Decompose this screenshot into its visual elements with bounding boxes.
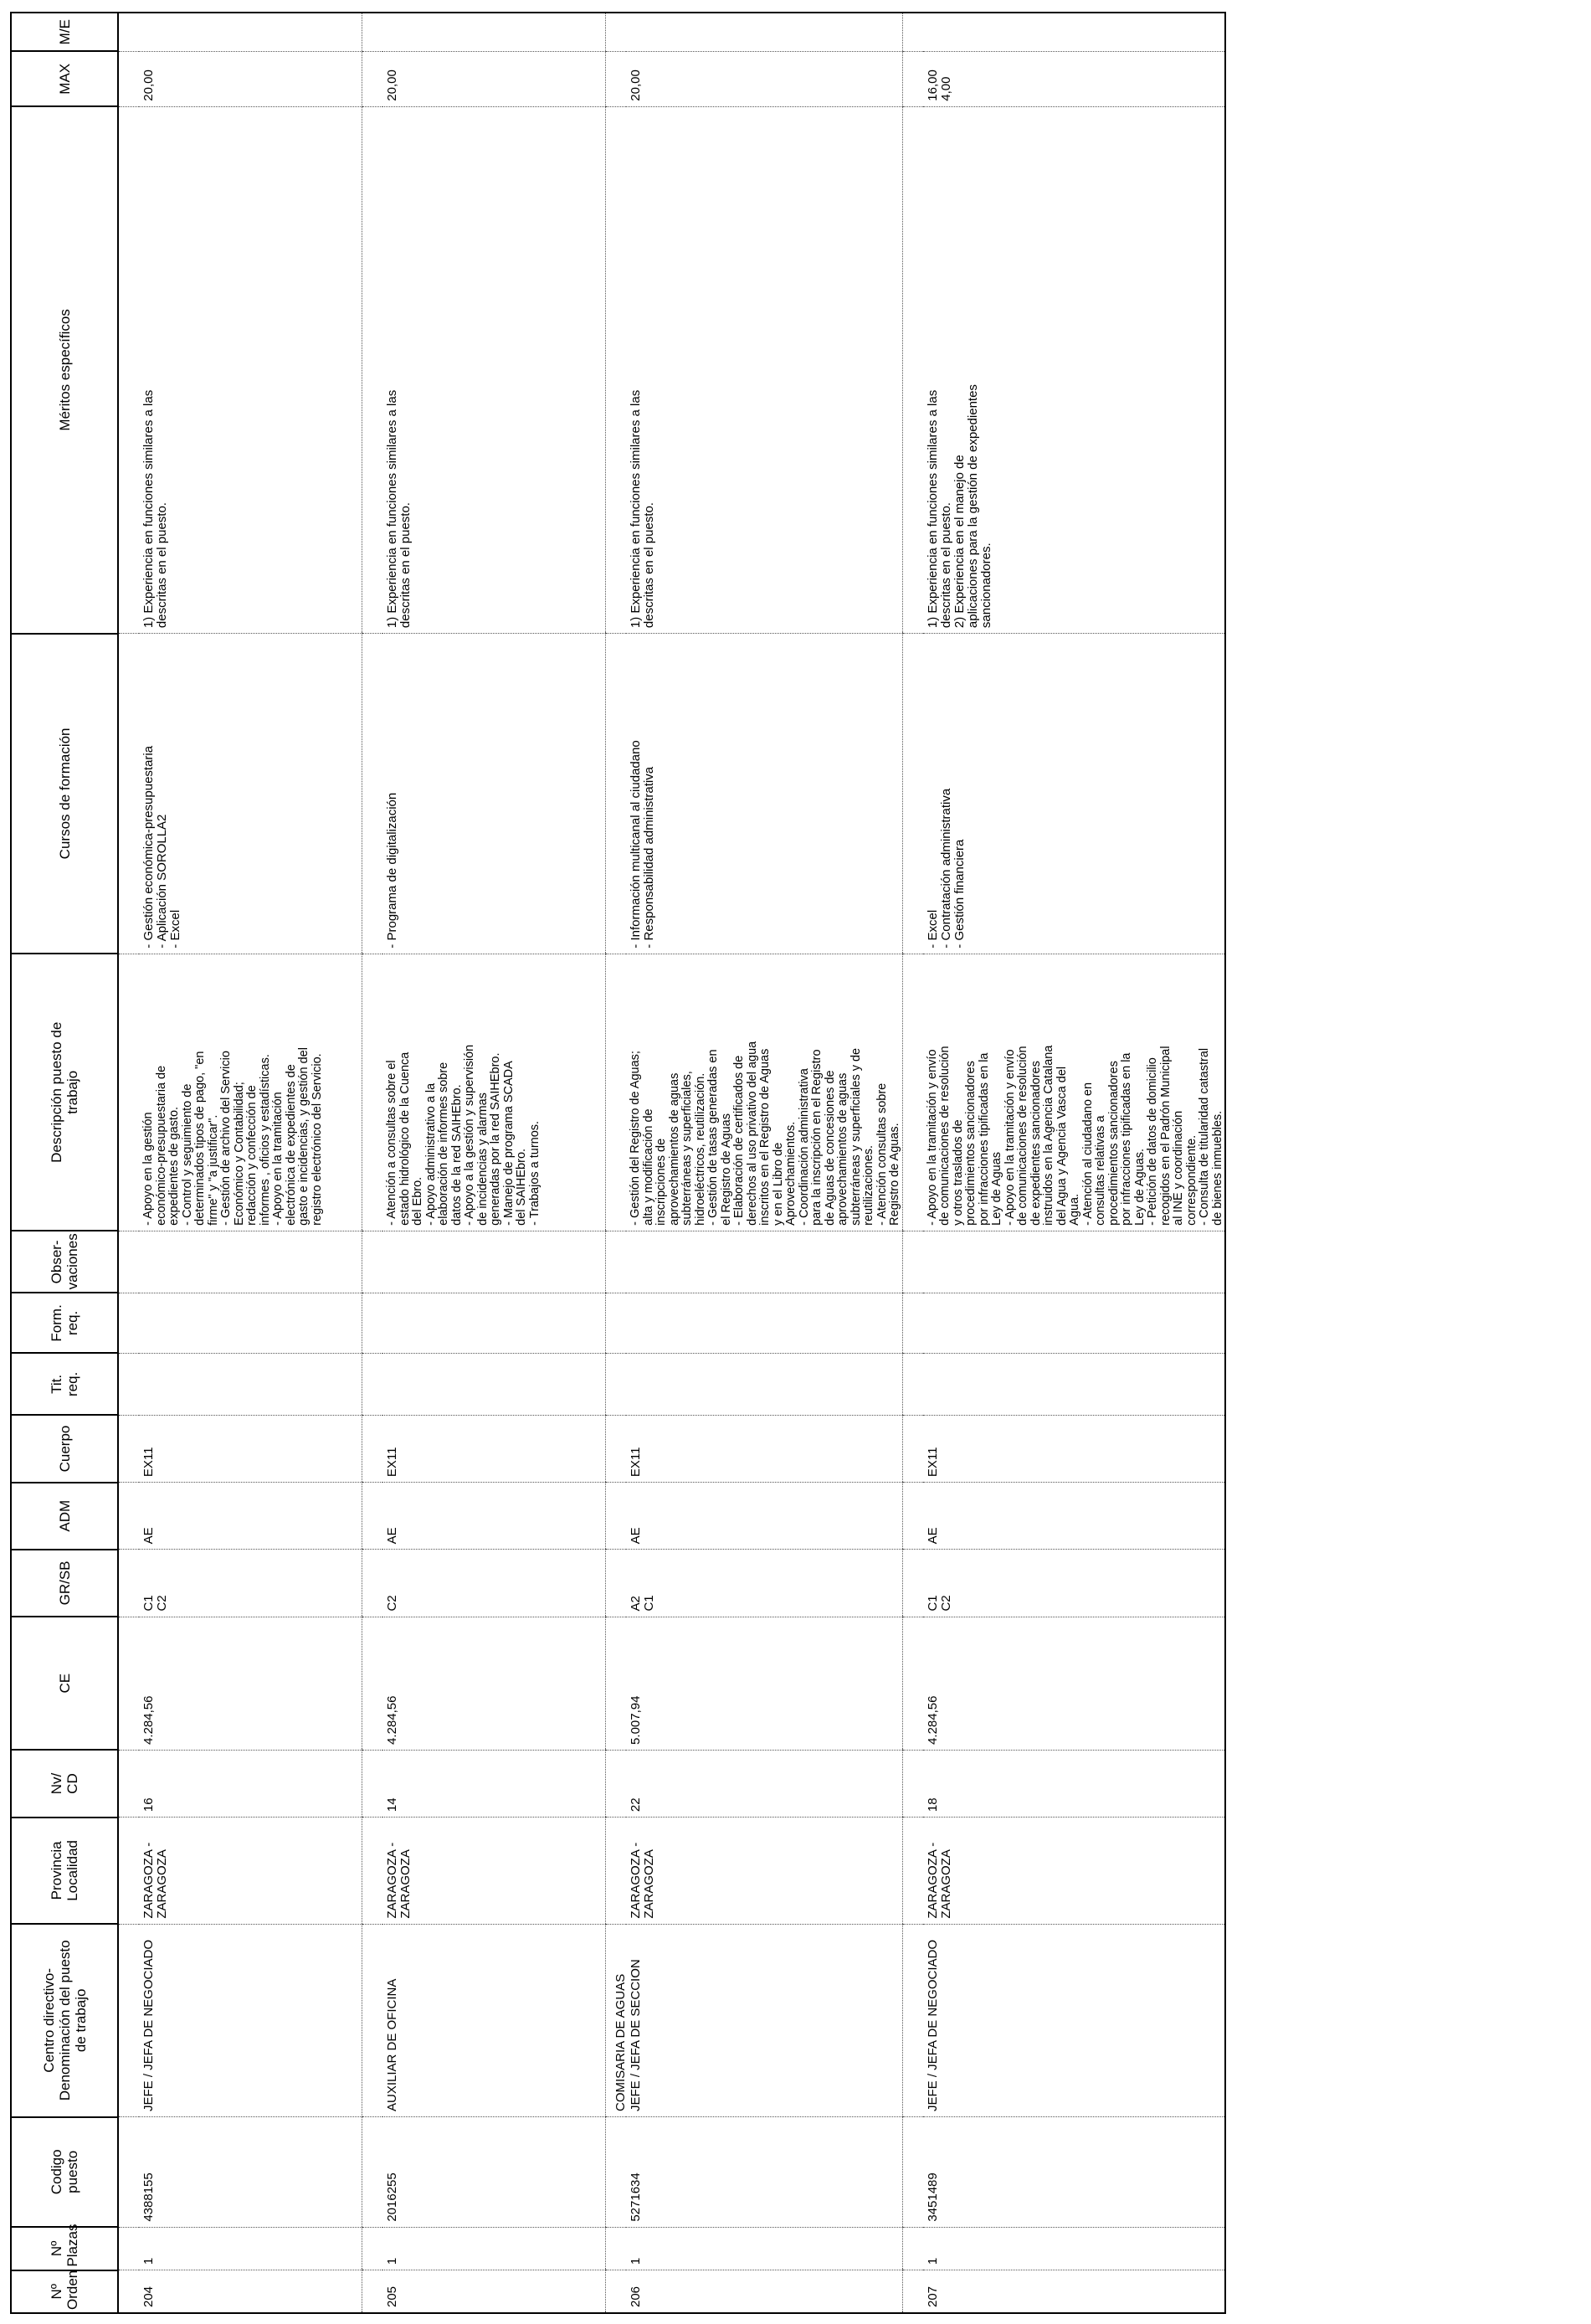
nivel-value: 18: [925, 1797, 940, 1812]
cell-adm: [139, 1483, 362, 1550]
spacer-cell: [118, 13, 139, 51]
spacer-cell: [362, 954, 383, 1231]
plazas-value: 1: [141, 2257, 156, 2265]
ce-value: 4.284,56: [925, 1695, 940, 1745]
spacer-cell: [902, 2270, 923, 2313]
spacer-cell: [902, 954, 923, 1231]
spacer-cell: [118, 1818, 139, 1925]
cell-codigo: [923, 2117, 1226, 2228]
spacer-cell: [606, 51, 627, 106]
cell-cuerpo: [923, 1415, 1226, 1482]
spacer-cell: [362, 13, 383, 51]
max-value: 20,00: [141, 69, 156, 101]
spacer-cell: [606, 634, 627, 954]
spacer-cell: [118, 1415, 139, 1482]
cell-meritos: [382, 106, 606, 633]
spacer-cell: [902, 1750, 923, 1817]
cell-titulacion: [382, 1353, 606, 1415]
spacer-cell: [118, 1231, 139, 1293]
spacer-cell: [118, 1293, 139, 1353]
cell-formacion: [382, 1293, 606, 1353]
spacer-cell: [606, 1353, 627, 1415]
cell-provincia: [382, 1818, 606, 1925]
provincia-value: ZARAGOZA - ZARAGOZA: [141, 1842, 169, 1919]
cell-titulacion: [923, 1353, 1226, 1415]
spacer-cell: [118, 954, 139, 1231]
spacer-cell: [902, 1818, 923, 1925]
cell-descripcion: [382, 954, 606, 1231]
spacer-cell: [606, 1231, 627, 1293]
cell-provincia: [923, 1818, 1226, 1925]
spacer-cell: [362, 106, 383, 633]
spacer-cell: [902, 1617, 923, 1750]
cell-formacion: [626, 1293, 902, 1353]
spacer-cell: [902, 2227, 923, 2270]
spacer-cell: [902, 51, 923, 106]
row-separator: [118, 13, 139, 2313]
spacer-cell: [362, 1415, 383, 1482]
cuerpo-value: EX11: [385, 1447, 399, 1478]
cell-cuerpo: [139, 1415, 362, 1482]
provincia-value: ZARAGOZA - ZARAGOZA: [385, 1842, 413, 1919]
adm-value: AE: [629, 1527, 643, 1545]
cell-cursos: [626, 634, 902, 954]
spacer-cell: [902, 13, 923, 51]
header-provincia: Provincia Localidad: [11, 1818, 118, 1925]
cell-orden: [382, 2270, 606, 2313]
ce-value: 4.284,56: [141, 1695, 156, 1745]
header-formacion: Form. req.: [11, 1293, 118, 1353]
header-grupo: GR/SB: [11, 1550, 118, 1617]
cell-plazas: [923, 2227, 1226, 2270]
cell-me: [139, 13, 362, 51]
spacer-cell: [362, 1231, 383, 1293]
plazas-value: 1: [629, 2257, 643, 2265]
spacer-cell: [362, 634, 383, 954]
header-me: M/E: [11, 13, 118, 51]
adm-value: AE: [385, 1527, 399, 1545]
spacer-cell: [606, 13, 627, 51]
denominacion: JEFE / JEFA DE NEGOCIADO: [925, 1939, 940, 2112]
cell-ce: [923, 1617, 1226, 1750]
cell-nivel: [923, 1750, 1226, 1817]
cell-centro: [139, 1924, 362, 2116]
cuerpo-value: EX11: [141, 1447, 156, 1478]
cell-codigo: [626, 2117, 902, 2228]
grupo-value: A2 C1: [629, 1595, 656, 1612]
table-body: [118, 13, 1225, 2313]
adm-value: AE: [925, 1527, 940, 1545]
cursos-value: - Gestión económica-presupuestaria - Aplicación SOROLLA2 - Excel: [141, 745, 182, 949]
denominacion: JEFE / JEFA DE NEGOCIADO: [141, 1939, 156, 2112]
orden-value: 207: [925, 2285, 940, 2307]
codigo-value: 5271634: [629, 2172, 643, 2222]
cell-descripcion: [626, 954, 902, 1231]
spacer-cell: [118, 2270, 139, 2313]
plazas-value: 1: [385, 2257, 399, 2265]
nivel-value: 22: [629, 1797, 643, 1812]
header-plazas: Nº Plazas: [11, 2227, 118, 2270]
max-value: 20,00: [629, 69, 643, 101]
spacer-cell: [118, 2227, 139, 2270]
cell-meritos: [139, 106, 362, 633]
spacer-cell: [606, 1750, 627, 1817]
header-ce: CE: [11, 1617, 118, 1750]
spacer-cell: [362, 2227, 383, 2270]
cell-observaciones: [923, 1231, 1226, 1293]
cell-codigo: [382, 2117, 606, 2228]
descripcion-value: - Apoyo en la gestión económico-presupuestaria de expedientes de gasto. - Control y seguimiento de determinados tipos de pago, "en firme" y "a justificar". - Gestión de archivo del Servicio Económico y Contabilidad; redacción y confección de informes , oficios y estadísticas. - Apoyo en la tramitación electrónica de expedientes de gasto e incidencias, y gestión del registro electrónico del Servicio.: [141, 1047, 324, 1226]
max-value: 20,00: [385, 69, 399, 101]
spacer-cell: [362, 1750, 383, 1817]
grupo-value: C2: [385, 1595, 399, 1612]
spacer-cell: [606, 2117, 627, 2228]
provincia-value: ZARAGOZA - ZARAGOZA: [925, 1842, 953, 1919]
denominacion: AUXILIAR DE OFICINA: [385, 1978, 399, 2112]
codigo-value: 3451489: [925, 2172, 940, 2222]
cell-nivel: [139, 1750, 362, 1817]
cell-meritos: [626, 106, 902, 633]
spacer-cell: [362, 1353, 383, 1415]
spacer-cell: [118, 1550, 139, 1617]
orden-value: 205: [385, 2285, 399, 2307]
header-centro: Centro directivo- Denominación del puesto de trabajo: [11, 1924, 118, 2116]
meritos-value: 1) Experiencia en funciones similares a las descritas en el puesto.: [141, 389, 169, 629]
spacer-cell: [118, 106, 139, 633]
cell-nivel: [626, 1750, 902, 1817]
grupo-value: C1 C2: [925, 1595, 953, 1612]
spacer-cell: [606, 106, 627, 633]
spacer-cell: [362, 1924, 383, 2116]
cell-max: [626, 51, 902, 106]
header-descripcion: Descripción puesto de trabajo: [11, 954, 118, 1231]
header-max: MAX: [11, 51, 118, 106]
meritos-value: 1) Experiencia en funciones similares a las descritas en el puesto.: [629, 389, 656, 629]
cell-codigo: [139, 2117, 362, 2228]
descripcion-value: - Gestión del Registro de Aguas; alta y modificación de inscripciones de aprovechamientos de aguas subterráneas y superficiales, hidroeléctricos, reutilización. - Gestión de tasas generadas en el Registro de Aguas - Elaboración de certificados de derechos al uso privativo del agua inscritos en el Registro de Aguas y en el Libro de Aprovechamientos. - Coordinación administrativa para la inscripción en el Registro de Aguas de concesiones de aprovechamientos de aguas subterráneas y superficiales y de reutilizaciones. - Atención consultas sobre Registro de Aguas.: [629, 1041, 901, 1226]
cell-max: [923, 51, 1226, 106]
cell-max: [139, 51, 362, 106]
spacer-cell: [606, 1550, 627, 1617]
spacer-cell: [118, 1483, 139, 1550]
cell-nivel: [382, 1750, 606, 1817]
spacer-cell: [362, 1818, 383, 1925]
cell-cuerpo: [626, 1415, 902, 1482]
cell-grupo: [626, 1550, 902, 1617]
spacer-cell: [902, 106, 923, 633]
cell-centro: [382, 1924, 606, 2116]
orden-value: 204: [141, 2285, 156, 2307]
cell-observaciones: [626, 1231, 902, 1293]
spacer-cell: [606, 1617, 627, 1750]
spacer-cell: [606, 1415, 627, 1482]
cell-plazas: [382, 2227, 606, 2270]
cell-plazas: [626, 2227, 902, 2270]
descripcion-value: - Apoyo en la tramitación y envío de comunicaciones de resolución y otros traslados de procedimientos sancionadores por infracciones tipificadas en la Ley de Aguas - Apoyo en la tramitación y envío de comunicaciones de resolución de expedientes sancionadores instruidos en la Agencia Catalana del Agua y Agencia Vasca del Agua. - Atención al ciudadano en consultas relativas a procedimientos sancionadores por infracciones tipificadas en la Ley de Aguas. - Petición de datos de domicilio recogidos en el Padrón Municipal al INE y coordinación correspondiente. - Consulta de titularidad catastral de bienes inmuebles.: [925, 1045, 1224, 1226]
ce-value: 5.007,94: [629, 1695, 643, 1745]
cursos-value: - Información multicanal al ciudadano - Responsabilidad administrativa: [629, 740, 656, 949]
spacer-cell: [902, 634, 923, 954]
spacer-cell: [902, 1550, 923, 1617]
spacer-cell: [118, 51, 139, 106]
spacer-cell: [118, 1353, 139, 1415]
cell-centro: [613, 1924, 902, 2116]
cell-titulacion: [626, 1353, 902, 1415]
cell-orden: [139, 2270, 362, 2313]
cell-max: [382, 51, 606, 106]
cell-me: [626, 13, 902, 51]
row-separator: [362, 13, 383, 2313]
provincia-value: ZARAGOZA - ZARAGOZA: [629, 1842, 656, 1919]
header-titulacion: Tit. req.: [11, 1353, 118, 1415]
spacer-cell: [362, 1483, 383, 1550]
table-row: [626, 13, 902, 2313]
spacer-cell: [362, 1550, 383, 1617]
adm-value: AE: [141, 1527, 156, 1545]
spacer-cell: [902, 2117, 923, 2228]
header-nivel: Nv/ CD: [11, 1750, 118, 1817]
cell-cursos: [923, 634, 1226, 954]
nivel-value: 14: [385, 1797, 399, 1812]
cell-meritos: [923, 106, 1226, 633]
spacer-cell: [362, 1617, 383, 1750]
cuerpo-value: EX11: [629, 1447, 643, 1478]
cell-cursos: [139, 634, 362, 954]
header-row: [11, 13, 118, 2313]
header-cuerpo: Cuerpo: [11, 1415, 118, 1482]
cell-adm: [382, 1483, 606, 1550]
cell-orden: [626, 2270, 902, 2313]
spacer-cell: [902, 1924, 923, 2116]
cell-adm: [626, 1483, 902, 1550]
cuerpo-value: EX11: [925, 1447, 940, 1478]
table-row: [382, 13, 606, 2313]
cell-titulacion: [139, 1353, 362, 1415]
codigo-value: 4388155: [141, 2172, 156, 2222]
cell-provincia: [626, 1818, 902, 1925]
cell-ce: [382, 1617, 606, 1750]
spacer-cell: [118, 1924, 139, 2116]
header-meritos: Méritos específicos: [11, 106, 118, 633]
spacer-cell: [606, 2270, 627, 2313]
spacer-cell: [606, 1818, 627, 1925]
spacer-cell: [902, 1293, 923, 1353]
cell-formacion: [923, 1293, 1226, 1353]
cell-me: [382, 13, 606, 51]
cell-me: [923, 13, 1226, 51]
table-row: [923, 13, 1226, 2313]
cell-centro: [923, 1924, 1226, 2116]
spacer-cell: [902, 1483, 923, 1550]
ce-value: 4.284,56: [385, 1695, 399, 1745]
spacer-cell: [118, 634, 139, 954]
spacer-cell: [606, 954, 627, 1231]
grupo-value: C1 C2: [141, 1595, 169, 1612]
spacer-cell: [902, 1353, 923, 1415]
meritos-value: 1) Experiencia en funciones similares a las descritas en el puesto.: [385, 389, 413, 629]
cell-plazas: [139, 2227, 362, 2270]
cell-grupo: [382, 1550, 606, 1617]
cell-observaciones: [382, 1231, 606, 1293]
positions-table: [10, 12, 1226, 2314]
header-adm: ADM: [11, 1483, 118, 1550]
cell-orden: [923, 2270, 1226, 2313]
spacer-cell: [362, 2117, 383, 2228]
cell-provincia: [139, 1818, 362, 1925]
nivel-value: 16: [141, 1797, 156, 1812]
table-row: [139, 13, 362, 2313]
cell-descripcion: [923, 954, 1226, 1231]
codigo-value: 2016255: [385, 2172, 399, 2222]
row-separator: [902, 13, 923, 2313]
cell-adm: [923, 1483, 1226, 1550]
spacer-cell: [118, 2117, 139, 2228]
cell-ce: [626, 1617, 902, 1750]
header-orden: Nº Orden: [11, 2270, 118, 2313]
spacer-cell: [902, 1231, 923, 1293]
spacer-cell: [606, 2227, 627, 2270]
cursos-value: - Programa de digitalización: [385, 792, 399, 949]
cell-grupo: [923, 1550, 1226, 1617]
cell-cursos: [382, 634, 606, 954]
spacer-cell: [902, 1415, 923, 1482]
spacer-cell: [118, 1750, 139, 1817]
cursos-value: - Excel - Contratación administrativa - Gestión financiera: [925, 788, 967, 949]
cell-formacion: [139, 1293, 362, 1353]
meritos-value: 1) Experiencia en funciones similares a las descritas en el puesto. 2) Experiencia en el manejo de aplicaciones para la gestión de expedientes sancionadores.: [925, 384, 993, 629]
plazas-value: 1: [925, 2257, 940, 2265]
cell-observaciones: [139, 1231, 362, 1293]
max-value: 16,00 4,00: [925, 69, 953, 101]
spacer-cell: [606, 1483, 627, 1550]
header-codigo: Codigo puesto: [11, 2117, 118, 2228]
cell-ce: [139, 1617, 362, 1750]
denominacion: JEFE / JEFA DE SECCION: [629, 1959, 643, 2112]
orden-value: 206: [629, 2285, 643, 2307]
centro-directivo: COMISARIA DE AGUAS: [613, 1973, 628, 2112]
cell-descripcion: [139, 954, 362, 1231]
spacer-cell: [362, 51, 383, 106]
cell-grupo: [139, 1550, 362, 1617]
cell-cuerpo: [382, 1415, 606, 1482]
spacer-cell: [362, 2270, 383, 2313]
header-cursos: Cursos de formación: [11, 634, 118, 954]
spacer-cell: [118, 1617, 139, 1750]
header-observaciones: Obser- vaciones: [11, 1231, 118, 1293]
descripcion-value: - Atención a consultas sobre el estado hidrológico de la Cuenca del Ebro. - Apoyo administrativo a la elaboración de informes sobre datos de la red SAIHEbro. - Apoyo a la gestión y supervisión de incidencias y alarmas generadas por la red SAIHEbro. - Manejo de programa SCADA del SAIHEbro. - Trabajos a turnos.: [385, 1044, 541, 1226]
spacer-cell: [362, 1293, 383, 1353]
spacer-cell: [606, 1293, 627, 1353]
